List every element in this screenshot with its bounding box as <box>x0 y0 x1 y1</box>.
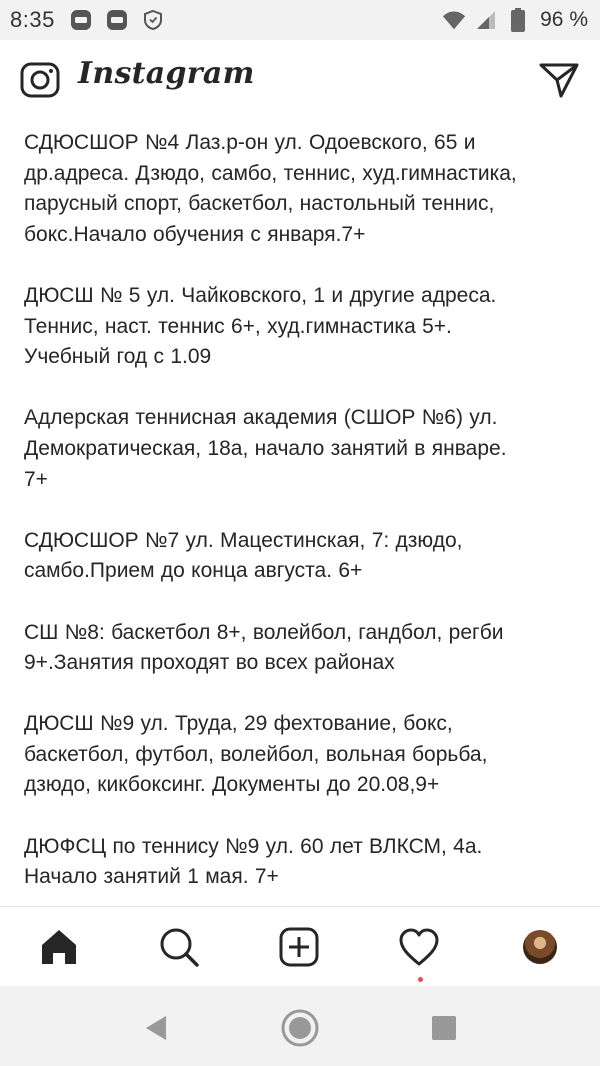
system-nav <box>0 986 600 1066</box>
instagram-logo[interactable]: Instagram <box>78 56 255 91</box>
direct-message-icon[interactable] <box>538 60 580 100</box>
caption-paragraph: СДЮСШОР №4 Лаз.р-он ул. Одоевского, 65 и др.адреса. Дзюдо, самбо, теннис, худ.гимнастика, парусный спорт, баскетбол, настольный теннис, бокс.Начало обучения с января.7+ <box>24 131 517 246</box>
avatar <box>523 930 557 964</box>
cellular-signal-icon <box>474 8 498 32</box>
wifi-icon <box>442 8 466 32</box>
bottom-nav <box>0 906 600 986</box>
add-post-icon[interactable] <box>277 925 321 969</box>
search-icon[interactable] <box>157 925 201 969</box>
recents-icon[interactable] <box>424 1008 464 1048</box>
notification-mi-icon <box>105 8 129 32</box>
battery-percent: 96 % <box>540 8 588 31</box>
caption-paragraph: ДЮСШ №9 ул. Труда, 29 фехтование, бокс, баскетбол, футбол, волейбол, вольная борьба, дзюдо, кикбоксинг. Документы до 20.08,9+ <box>24 712 488 797</box>
shield-icon <box>141 8 165 32</box>
heart-icon[interactable] <box>397 925 441 969</box>
status-time: 8:35 <box>10 7 55 32</box>
back-icon[interactable] <box>136 1008 176 1048</box>
home-circle-icon[interactable] <box>280 1008 320 1048</box>
caption-paragraph: ДЮСШ № 5 ул. Чайковского, 1 и другие адреса. Теннис, наст. теннис 6+, худ.гимнастика 5+. Учебный год с 1.09 <box>24 283 497 369</box>
camera-icon[interactable] <box>18 60 62 100</box>
activity-badge <box>418 977 423 982</box>
status-right <box>442 8 588 32</box>
notification-mi-icon <box>69 8 93 32</box>
caption-paragraph: Адлерская теннисная академия (СШОР №6) ул. Демократическая, 18а, начало занятий в январе. 7+ <box>24 406 507 491</box>
post-caption <box>24 128 584 906</box>
app-header <box>0 40 600 122</box>
caption-paragraph: ДЮФСЦ по теннису №9 ул. 60 лет ВЛКСМ, 4а. Начало занятий 1 мая. 7+ <box>24 834 483 889</box>
home-icon[interactable] <box>37 925 81 969</box>
battery-icon <box>506 8 530 32</box>
profile-avatar[interactable] <box>518 925 562 969</box>
caption-paragraph: СДЮСШОР №7 ул. Мацестинская, 7: дзюдо, самбо.Прием до конца августа. 6+ <box>24 528 463 583</box>
caption-paragraph: СШ №8: баскетбол 8+, волейбол, гандбол, регби 9+.Занятия проходят во всех районах <box>24 620 504 675</box>
status-bar <box>0 0 600 40</box>
